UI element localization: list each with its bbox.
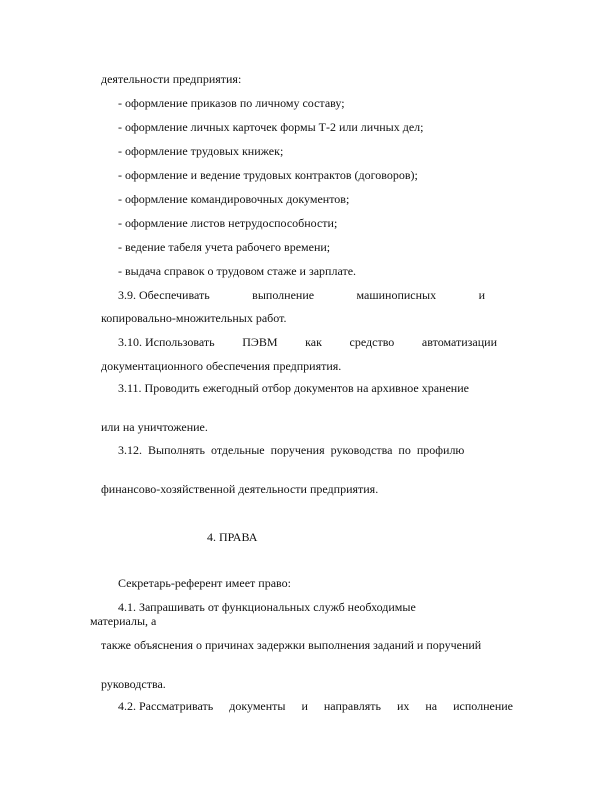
text-line: Секретарь-референт имеет право: bbox=[118, 576, 291, 590]
word: машинописных bbox=[356, 288, 437, 302]
word: 4.2. Рассматривать bbox=[118, 699, 214, 713]
paragraph-3-12: 3.12. Выполнять отдельные поручения руководства по профилю bbox=[118, 443, 465, 457]
list-item: - ведение табеля учета рабочего времени; bbox=[118, 240, 331, 254]
text-line: также объяснения о причинах задержки выполнения заданий и поручений bbox=[101, 638, 482, 652]
word: 3.9. Обеспечивать bbox=[118, 288, 210, 302]
paragraph-3-9-line bbox=[118, 288, 485, 302]
text-line: или на уничтожение. bbox=[101, 420, 208, 434]
word: выполнение bbox=[252, 288, 315, 302]
word: средство bbox=[349, 335, 395, 349]
text-line: руководства. bbox=[101, 677, 166, 691]
word: направлять bbox=[323, 699, 381, 713]
list-item: - оформление и ведение трудовых контрактов (договоров); bbox=[118, 168, 418, 182]
text-line: деятельности предприятия: bbox=[101, 72, 242, 86]
list-item: - оформление личных карточек формы Т-2 или личных дел; bbox=[118, 120, 424, 134]
word: документы bbox=[229, 699, 286, 713]
paragraph-3-11: 3.11. Проводить ежегодный отбор документов на архивное хранение bbox=[118, 381, 469, 395]
word: ПЭВМ bbox=[242, 335, 278, 349]
text-line: копировально-множительных работ. bbox=[101, 311, 287, 325]
word: и bbox=[478, 288, 485, 302]
word: их bbox=[396, 699, 410, 713]
list-item: - оформление трудовых книжек; bbox=[118, 144, 284, 158]
word: как bbox=[305, 335, 322, 349]
list-item: - выдача справок о трудовом стаже и зарплате. bbox=[118, 264, 357, 278]
paragraph-3-10-line bbox=[118, 335, 497, 349]
word: 3.10. Использовать bbox=[118, 335, 215, 349]
text-line: документационного обеспечения предприятия. bbox=[101, 359, 342, 373]
word: на bbox=[425, 699, 438, 713]
section-heading: 4. ПРАВА bbox=[207, 530, 258, 544]
text-line: финансово-хозяйственной деятельности предприятия. bbox=[101, 482, 379, 496]
word: и bbox=[301, 699, 308, 713]
paragraph-4-2-line bbox=[118, 699, 513, 713]
list-item: - оформление листов нетрудоспособности; bbox=[118, 216, 338, 230]
list-item: - оформление приказов по личному составу; bbox=[118, 96, 345, 110]
word: автоматизации bbox=[421, 335, 497, 349]
list-item: - оформление командировочных документов; bbox=[118, 192, 350, 206]
paragraph-4-1: 4.1. Запрашивать от функциональных служб необходимые материалы, а bbox=[90, 600, 416, 628]
word: исполнение bbox=[453, 699, 513, 713]
